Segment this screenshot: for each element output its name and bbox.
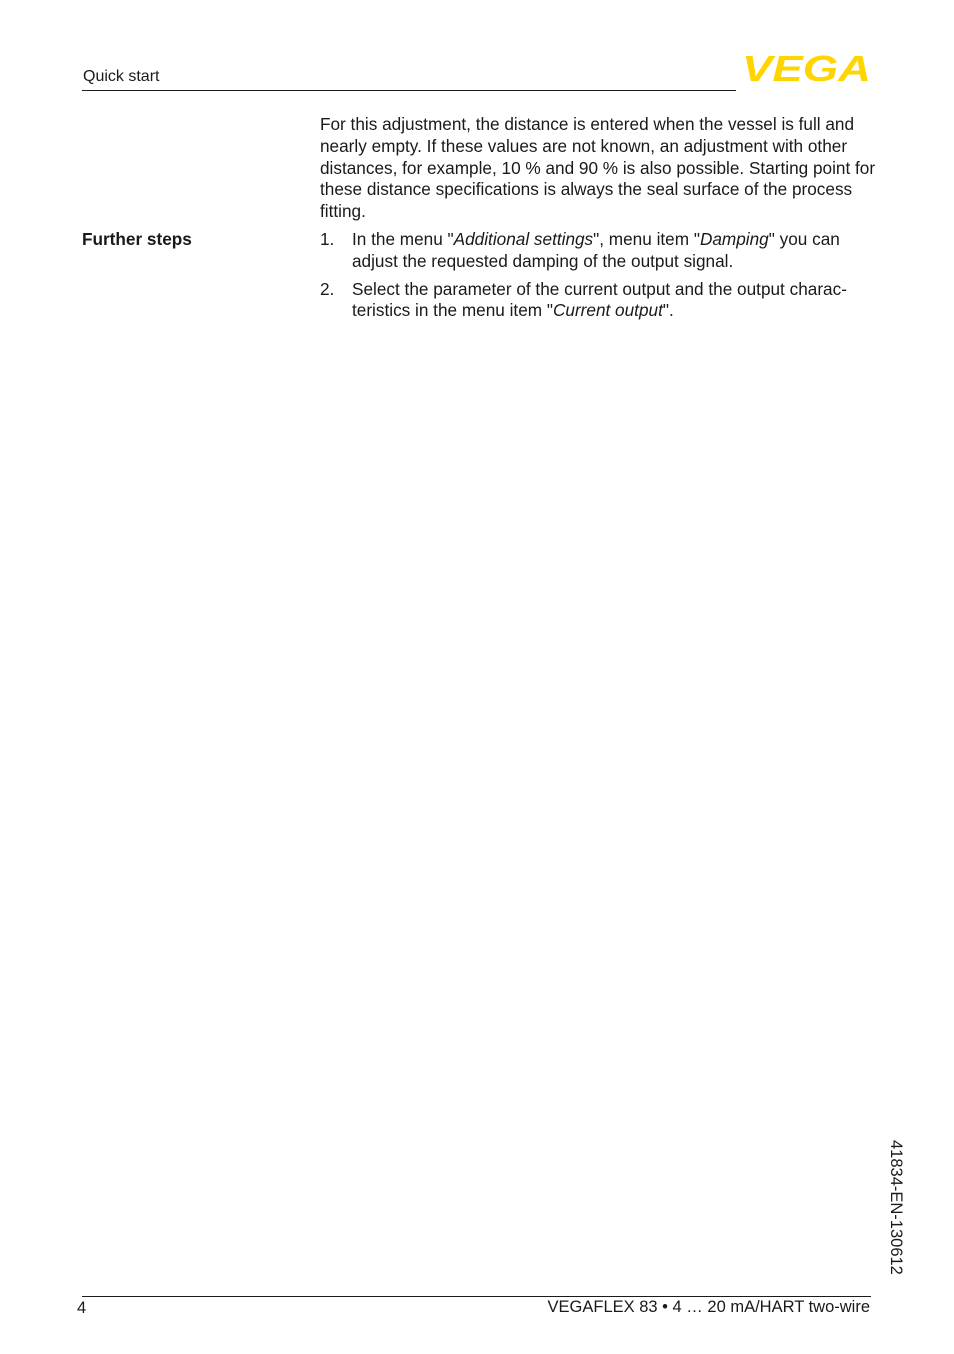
list-item: [320, 279, 880, 323]
step-text: In the menu "Additional settings", menu item "Damping" you can adjust the requested damping of the output signal.: [352, 229, 840, 271]
vega-logo-text: VEGA: [742, 53, 871, 83]
footer-divider: [82, 1296, 871, 1297]
menu-item-current-output: Current output: [552, 300, 663, 321]
document-code: 41834-EN-130612: [887, 1140, 905, 1275]
footer-product-name: VEGAFLEX 83 • 4 … 20 mA/HART two-wire: [547, 1298, 870, 1316]
section-title: Quick start: [83, 68, 160, 85]
step-text: Select the parameter of the current output and the output characteristics in the menu item "Current output".: [352, 278, 847, 321]
menu-item-damping: Damping: [699, 229, 769, 249]
list-item: [320, 229, 880, 273]
step-number: 1.: [320, 229, 335, 249]
menu-name-additional-settings: Additional settings: [453, 229, 594, 249]
vega-logo: [742, 53, 872, 83]
intro-paragraph: For this adjustment, the distance is entered when the vessel is full and nearly empty. If these values are not known, an adjustment with other distances, for example, 10 % and 90 % is also possible. Starting point for these distance specifications is always the seal surface of the process fitting.: [320, 114, 876, 222]
header-divider: [82, 90, 736, 91]
step-number: 2.: [320, 278, 335, 299]
further-steps-heading: Further steps: [82, 229, 192, 249]
page-number: 4: [77, 1299, 87, 1317]
further-steps-list: [320, 229, 880, 328]
